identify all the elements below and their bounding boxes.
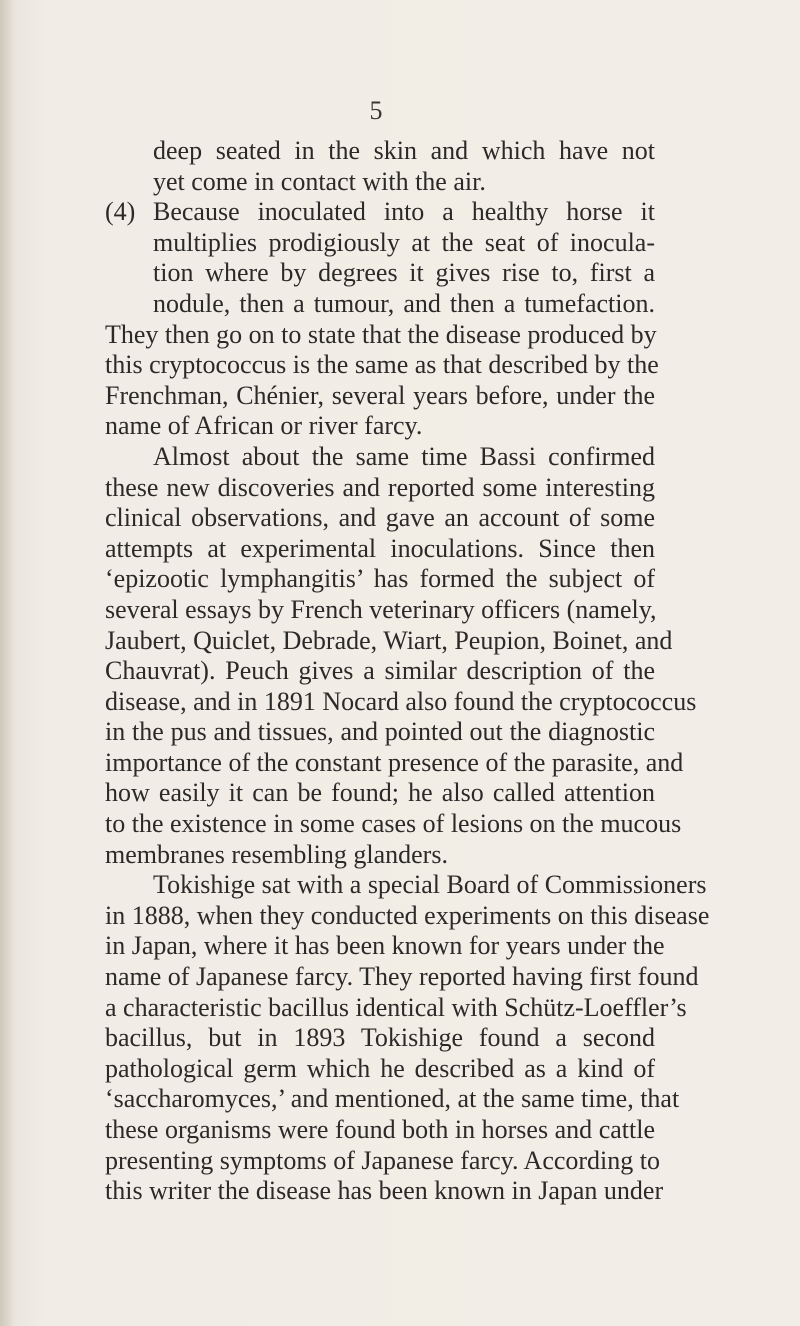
text-line: in Japan, where it has been known for years under the	[105, 931, 665, 961]
text-line: this cryptococcus is the same as that described by the	[105, 350, 659, 380]
text-line: in 1888, when they conducted experiments on this disease	[105, 900, 710, 930]
text-line: Frenchman, Chénier, several years before, under the	[105, 380, 655, 410]
text-line: name of African or river farcy.	[105, 411, 423, 441]
text-line: Because inoculated into a healthy horse it	[153, 197, 655, 227]
text-line: Jaubert, Quiclet, Debrade, Wiart, Peupion, Boinet, and	[105, 625, 673, 655]
text-line: name of Japanese farcy. They reported having first found	[105, 962, 699, 992]
text-line: yet come in contact with the air.	[153, 166, 486, 196]
text-line: attempts at experimental inoculations. Since then	[105, 533, 655, 563]
text-line: multiplies prodigiously at the seat of inocula-	[153, 227, 655, 257]
text-line: bacillus, but in 1893 Tokishige found a second	[105, 1023, 655, 1053]
list-marker: (4)	[105, 197, 136, 227]
text-line: nodule, then a tumour, and then a tumefaction.	[153, 288, 655, 318]
text-line: how easily it can be found; he also called attention	[105, 778, 655, 808]
text-line: in the pus and tissues, and pointed out the diagnostic	[105, 717, 655, 747]
text-line: tion where by degrees it gives rise to, first a	[153, 258, 655, 288]
text-line: ‘saccharomyces,’ and mentioned, at the same time, that	[105, 1084, 680, 1114]
text-line: a characteristic bacillus identical with Schütz-Loeffler’s	[105, 992, 687, 1022]
text-line: these organisms were found both in horses and cattle	[105, 1115, 655, 1144]
text-line: several essays by French veterinary officers (namely,	[105, 594, 657, 624]
text-line: clinical observations, and gave an account of some	[105, 503, 655, 533]
text-line: ‘epizootic lymphangitis’ has formed the subject of	[105, 564, 655, 594]
page-number: 5	[369, 96, 383, 125]
text-line: these new discoveries and reported some interesting	[105, 472, 655, 502]
text-line: presenting symptoms of Japanese farcy. According to	[105, 1145, 661, 1175]
text-line: importance of the constant presence of the parasite, and	[105, 747, 684, 777]
text-line: this writer the disease has been known in Japan under	[105, 1176, 664, 1206]
text-line: membranes resembling glanders.	[105, 839, 448, 869]
text-line: to the existence in some cases of lesions on the mucous	[105, 809, 682, 839]
text-line: pathological germ which he described as a kind of	[105, 1053, 655, 1083]
text-line: Tokishige sat with a special Board of Commissioners	[153, 870, 707, 900]
list-item-line	[105, 197, 655, 228]
body-text	[105, 136, 710, 1207]
text-line: disease, and in 1891 Nocard also found the cryptococcus	[105, 686, 697, 716]
text-line: They then go on to state that the disease produced by	[105, 319, 657, 349]
text-line: Almost about the same time Bassi confirmed	[153, 441, 655, 471]
text-line: deep seated in the skin and which have not	[153, 136, 655, 165]
gutter-shadow	[0, 0, 14, 1326]
text-line: Chauvrat). Peuch gives a similar description of the	[105, 656, 655, 686]
